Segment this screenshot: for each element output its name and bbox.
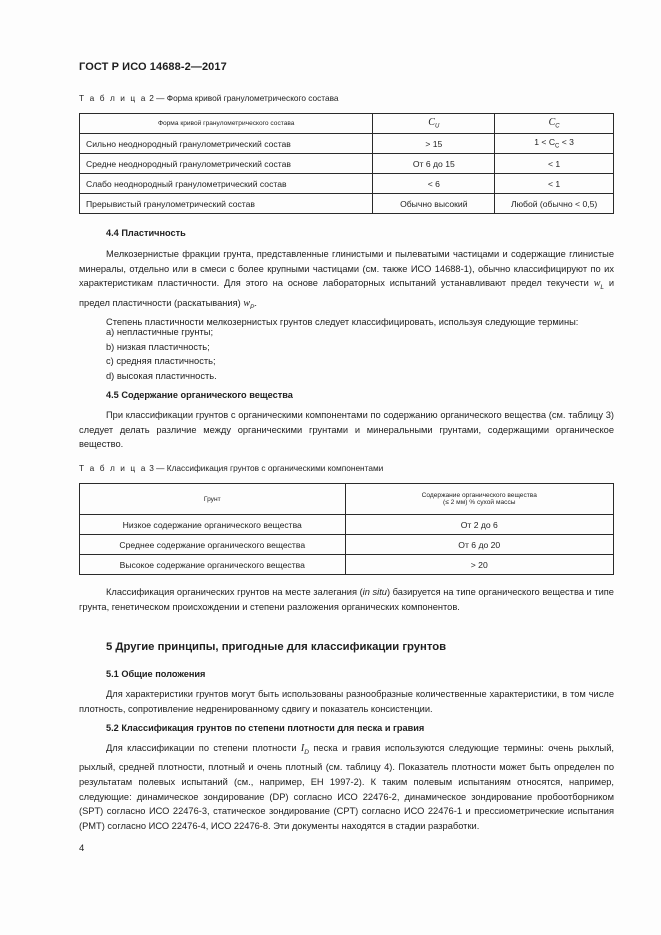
section-4-5-paragraph-1: При классификации грунтов с органическими компонентами по содержанию органического вещества (см. таблицу 3) следует делать различие между органическими грунтами и минеральными грунтами, содержащими органическое вещество. xyxy=(79,410,614,450)
table2 xyxy=(79,113,614,214)
table3-soil-cell: Высокое содержание органического вещества xyxy=(80,555,346,575)
table2-cc-cell: < 1 xyxy=(495,174,614,194)
section-4-5-body xyxy=(79,408,614,452)
table2-cc-cell: Любой (обычно < 0,5) xyxy=(495,194,614,214)
list-item: b) низкая пластичность; xyxy=(106,341,210,352)
document-header: ГОСТ Р ИСО 14688-2—2017 xyxy=(79,61,227,73)
table2-caption-text: 2 — Форма кривой гранулометрического состава xyxy=(149,93,339,103)
table2-header-cu: $C_U$ xyxy=(373,114,495,134)
section-5-1-title: 5.1 Общие положения xyxy=(106,669,206,679)
page-number: 4 xyxy=(79,843,85,854)
table-row xyxy=(80,555,614,575)
table2-form-cell: Прерывистый гранулометрический состав xyxy=(80,194,373,214)
table-row xyxy=(80,154,614,174)
table2-cu-cell: От 6 до 15 xyxy=(373,154,495,174)
list-item: c) средняя пластичность; xyxy=(106,356,216,367)
section-5-2-paragraph-1: Для классификации по степени плотности $I_D$ песка и гравия используются следующие термины: очень рыхлый, рыхлый, средней плотности, плотный и очень плотный (см. таблицу 4). Показатель плотности может быть определен по результатам полевых испытаний (см., например, ЕН 1997-2). К таким полевым испытаниям относятся, например, следующие: динамическое зондирование (DP) согласно ИСО 22476-2, динамическое зондирование пробоотборником (SPT) согласно ИСО 22476-3, статическое зондирование (CPT) согласно ИСО 22476-1 и прессиометрические испытания (PMT) согласно ИСО 22476-4, ИСО 22476-8. Эти документы находятся в стадии разработки. xyxy=(79,743,614,831)
section-5-title: 5 Другие принципы, пригодные для классификации грунтов xyxy=(106,641,447,653)
table3-value-cell: От 2 до 6 xyxy=(345,515,613,535)
table3-soil-cell: Низкое содержание органического вещества xyxy=(80,515,346,535)
table3-caption-prefix: Т а б л и ц а xyxy=(79,463,147,473)
table2-cc-cell: $1 < C_C < 3$ xyxy=(495,134,614,154)
table3-header-soil: Грунт xyxy=(80,484,346,515)
table-row xyxy=(80,535,614,555)
table2-header-form: Форма кривой гранулометрического состава xyxy=(80,114,373,134)
table2-caption xyxy=(79,93,339,103)
table3-header-row xyxy=(80,484,614,515)
table3-caption-text: 3 — Классификация грунтов с органическими компонентами xyxy=(149,463,384,473)
table-row xyxy=(80,194,614,214)
table-row xyxy=(80,515,614,535)
section-4-5-title: 4.5 Содержание органического вещества xyxy=(106,390,293,400)
section-4-4-title: 4.4 Пластичность xyxy=(106,228,186,238)
list-item: a) непластичные грунты; xyxy=(106,327,214,337)
table2-form-cell: Средне неоднородный гранулометрический состав xyxy=(80,154,373,174)
section-5-2-body xyxy=(79,741,614,833)
section-4-4-body xyxy=(79,247,614,330)
table-row xyxy=(80,134,614,154)
table3 xyxy=(79,483,614,575)
table2-caption-prefix: Т а б л и ц а xyxy=(79,93,147,103)
table3-value-cell: > 20 xyxy=(345,555,613,575)
table3-caption xyxy=(79,463,383,473)
table2-cu-cell: > 15 xyxy=(373,134,495,154)
section-5-2-title: 5.2 Классификация грунтов по степени плотности для песка и гравия xyxy=(106,723,425,733)
section-5-1-paragraph-1: Для характеристики грунтов могут быть использованы разнообразные количественные характеристики, в том числе плотность, сопротивление недренированному сдвигу и показатель консистенции. xyxy=(79,689,614,714)
table2-cu-cell: < 6 xyxy=(373,174,495,194)
list-item: d) высокая пластичность. xyxy=(106,370,217,381)
table3-header-content: Содержание органического вещества (≤ 2 мм) % сухой массы xyxy=(345,484,613,515)
table3-soil-cell: Среднее содержание органического вещества xyxy=(80,535,346,555)
section-4-4-paragraph-1: Мелкозернистые фракции грунта, представленные глинистыми и пылеватыми частицами и содержащие глинистые минералы, отдельно или в смеси с более крупными частицами (см. также ИСО 14688-1), обычно классифицируют по их характеристикам пластичности. Для этого на основе лабораторных испытаний устанавливают предел текучести $w_L$ и предел пластичности (раскатывания) $w_P$. xyxy=(79,249,615,311)
table2-cu-cell: Обычно высокий xyxy=(373,194,495,214)
table2-header-row xyxy=(80,114,614,134)
table2-form-cell: Сильно неоднородный гранулометрический состав xyxy=(80,134,373,154)
section-4-4-paragraph-2: Степень пластичности мелкозернистых грунтов следует классифицировать, используя следующие термины: xyxy=(106,317,579,328)
insitu-paragraph: Классификация органических грунтов на месте залегания (in situ) базируется на типе органического вещества и типе грунта, генетическом происхождении и степени разложения органических компонентов. xyxy=(79,587,614,612)
table2-header-cc: $C_C$ xyxy=(495,114,614,134)
table2-form-cell: Слабо неоднородный гранулометрический состав xyxy=(80,174,373,194)
plasticity-list xyxy=(106,325,217,383)
table2-cc-cell: < 1 xyxy=(495,154,614,174)
section-5-1-body xyxy=(79,687,614,716)
table-row xyxy=(80,174,614,194)
table3-value-cell: От 6 до 20 xyxy=(345,535,613,555)
